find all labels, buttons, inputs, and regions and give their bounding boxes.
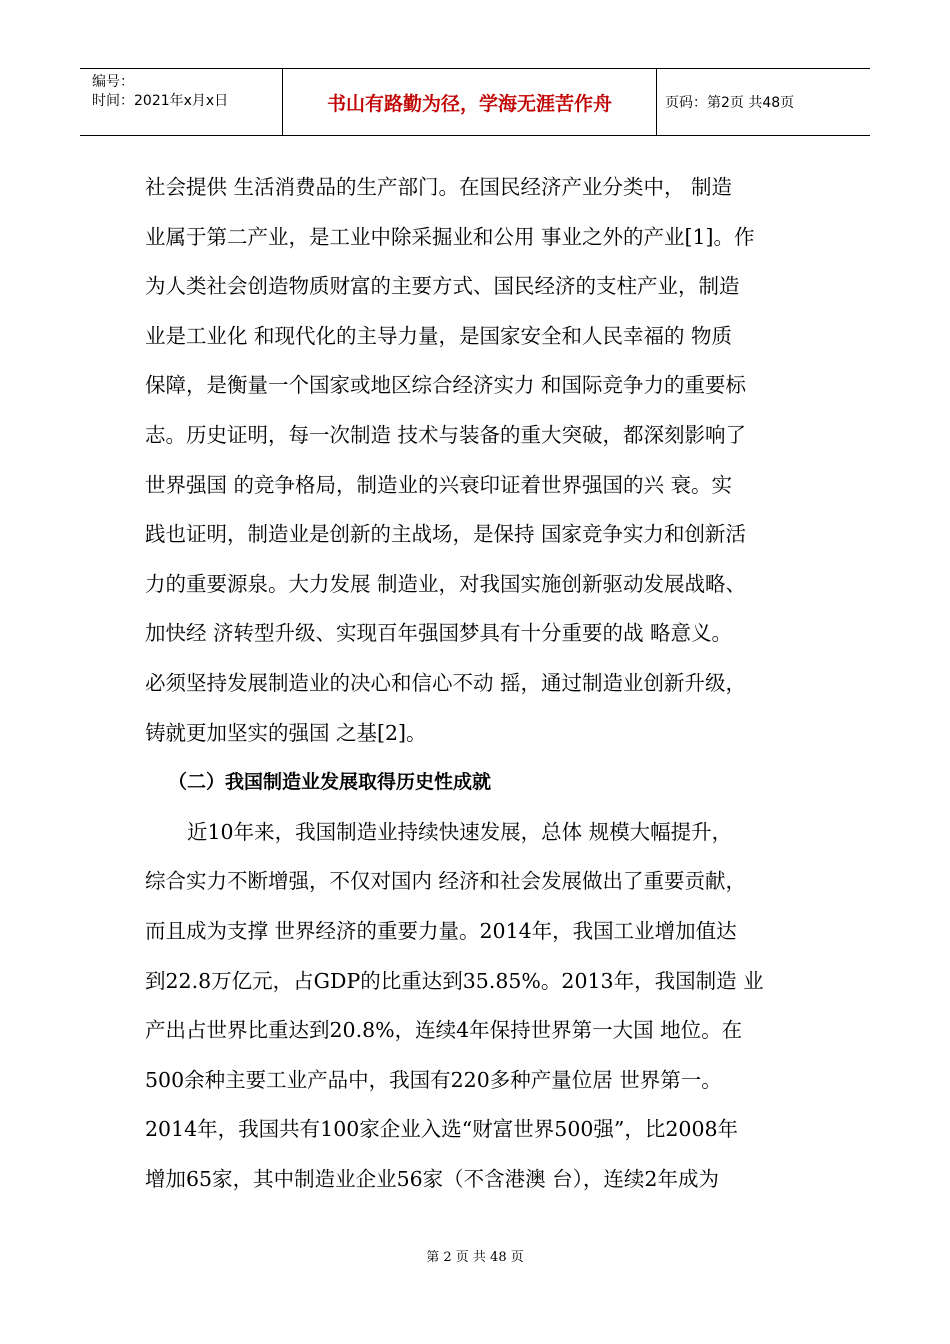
page-footer: 第 2 页 共 48 页: [426, 1250, 524, 1265]
section-line: 综合实力不断增强，不仅对国内 经济和社会发展做出了重要贡献，: [145, 869, 747, 894]
body-line: 铸就更加坚实的强国 之基[2]。: [145, 720, 427, 745]
body-line: 保障，是衡量一个国家或地区综合经济实力 和国际竞争力的重要标: [145, 373, 747, 398]
body-line: 加快经 济转型升级、实现百年强国梦具有十分重要的战 略意义。: [145, 621, 733, 646]
serial-label: 编号：: [92, 74, 134, 90]
body-line: 必须坚持发展制造业的决心和信心不动 摇，通过制造业创新升级，: [145, 670, 747, 695]
body-line: 世界强国 的竞争格局，制造业的兴衰印证着世界强国的兴 衰。实: [145, 472, 733, 497]
body-line: 业是工业化 和现代化的主导力量，是国家安全和人民幸福的 物质: [145, 323, 733, 348]
body-line: 社会提供 生活消费品的生产部门。在国民经济产业分类中， 制造: [145, 175, 733, 199]
section-line: 2014年，我国共有100家企业入选“财富世界500强”，比2008年: [145, 1117, 739, 1142]
header-motto: 书山有路勤为径，学海无涯苦作舟: [283, 69, 657, 135]
body-line: 力的重要源泉。大力发展 制造业，对我国实施创新驱动发展战略、: [145, 571, 747, 596]
section-line: 近10年来，我国制造业持续快速发展，总体 规模大幅提升，: [187, 819, 733, 844]
document-body: [145, 163, 810, 1204]
section-line: 产出占世界比重达到20.8%，连续4年保持世界第一大国 地位。在: [145, 1018, 743, 1043]
page-header: [80, 68, 870, 136]
body-line: 业属于第二产业，是工业中除采掘业和公用 事业之外的产业[1]。作: [145, 224, 755, 249]
header-meta: [80, 69, 283, 135]
section-line: 500余种主要工业产品中，我国有220多种产量位居 世界第一。: [145, 1067, 722, 1092]
header-page-info: 页码：第2页 共48页: [665, 95, 795, 111]
section-line: 而且成为支撑 世界经济的重要力量。2014年，我国工业增加值达: [145, 918, 737, 943]
body-line: 志。历史证明，每一次制造 技术与装备的重大突破，都深刻影响了: [145, 422, 747, 447]
section-line: 增加65家，其中制造业企业56家（不含港澳 台），连续2年成为: [145, 1166, 719, 1191]
time-label: 时间：2021年x月x日: [92, 93, 229, 109]
section-line: 到22.8万亿元，占GDP的比重达到35.85%。2013年，我国制造 业: [145, 968, 764, 993]
body-line: 为人类社会创造物质财富的主要方式、国民经济的支柱产业，制造: [145, 274, 740, 299]
body-line: 践也证明，制造业是创新的主战场，是保持 国家竞争实力和创新活: [145, 522, 747, 547]
section-heading: （二）我国制造业发展取得历史性成就: [168, 771, 492, 794]
